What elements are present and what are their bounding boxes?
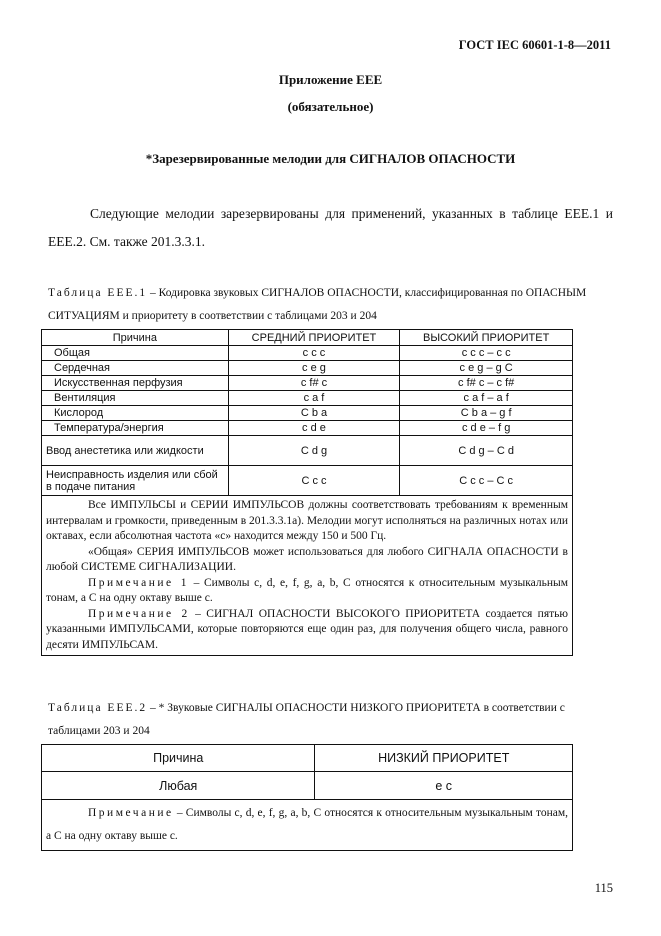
table1-note-2 bbox=[46, 607, 568, 654]
medium-melody-cell: С с с bbox=[228, 466, 400, 496]
table1-note-paragraph: «Общая» СЕРИЯ ИМПУЛЬСОВ может использоваться для любого СИГНАЛА ОПАСНОСТИ в любой СИСТЕМЕ СИГНАЛИЗАЦИИ. bbox=[46, 545, 568, 573]
table-row bbox=[42, 406, 573, 421]
table1-header-cause: Причина bbox=[42, 330, 229, 346]
cause-cell: Ввод анестетика или жидкости bbox=[42, 436, 229, 466]
medium-melody-cell: с f# с bbox=[228, 376, 400, 391]
medium-melody-cell: С b а bbox=[228, 406, 400, 421]
cause-cell: Вентиляция bbox=[42, 391, 229, 406]
medium-melody-cell: С d g bbox=[228, 436, 400, 466]
annex-title: Приложение ЕЕЕ bbox=[278, 72, 383, 87]
table1-header-medium: СРЕДНИЙ ПРИОРИТЕТ bbox=[228, 330, 400, 346]
cause-cell: Общая bbox=[42, 346, 229, 361]
table-row bbox=[42, 466, 573, 496]
medium-melody-cell: с d е bbox=[228, 421, 400, 436]
high-melody-cell: С с с – С с bbox=[400, 466, 573, 496]
table1-caption-text: – Кодировка звуковых СИГНАЛОВ ОПАСНОСТИ, классифицированная по ОПАСНЫМ СИТУАЦИЯМ и приоритету в соответствии с таблицами 203 и 204 bbox=[48, 287, 587, 322]
table1 bbox=[41, 329, 573, 656]
note-label: Примечание 2 bbox=[88, 607, 190, 620]
standard-code: ГОСТ IEC 60601-1-8—2011 bbox=[458, 38, 611, 52]
note-label: Примечание 1 bbox=[88, 576, 189, 589]
table1-notes bbox=[42, 496, 573, 656]
table1-caption-label: Таблица ЕЕЕ.1 bbox=[48, 287, 148, 299]
table2-header-row bbox=[42, 745, 573, 772]
table2-caption-text: – * Звуковые СИГНАЛЫ ОПАСНОСТИ НИЗКОГО ПРИОРИТЕТА в соответствии с таблицами 203 и 204 bbox=[48, 702, 565, 737]
table-row bbox=[42, 436, 573, 466]
medium-melody-cell: с а f bbox=[228, 391, 400, 406]
table-row bbox=[42, 376, 573, 391]
table2-notes-row bbox=[42, 800, 573, 851]
high-melody-cell: С d g – С d bbox=[400, 436, 573, 466]
page-number: 115 bbox=[594, 881, 613, 895]
high-melody-cell: с d е – f g bbox=[400, 421, 573, 436]
medium-melody-cell: с е g bbox=[228, 361, 400, 376]
medium-melody-cell: с с с bbox=[228, 346, 400, 361]
table1-header-high: ВЫСОКИЙ ПРИОРИТЕТ bbox=[400, 330, 573, 346]
high-melody-cell: с с с – с с bbox=[400, 346, 573, 361]
cause-cell: Кислород bbox=[42, 406, 229, 421]
note-text: – Символы с, d, е, f, g, а, b, С относятся к относительным музыкальным тонам, а С на одну октаву выше с. bbox=[46, 576, 568, 604]
cause-cell: Температура/энергия bbox=[42, 421, 229, 436]
high-melody-cell: с f# с – с f# bbox=[400, 376, 573, 391]
section-title: *Зарезервированные мелодии для СИГНАЛОВ ОПАСНОСТИ bbox=[145, 151, 516, 166]
intro-paragraph: Следующие мелодии зарезервированы для применений, указанных в таблице ЕЕЕ.1 и ЕЕЕ.2. См. также 201.3.3.1. bbox=[48, 206, 613, 249]
note-label: Примечание bbox=[88, 807, 174, 819]
cause-cell: Неисправность изделия или сбой в подаче питания bbox=[42, 466, 229, 496]
table2 bbox=[41, 744, 573, 851]
table-row bbox=[42, 772, 573, 800]
table1-note-paragraph: Все ИМПУЛЬСЫ и СЕРИИ ИМПУЛЬСОВ должны соответствовать требованиям к временным интервалам и громкости, приведенным в 201.3.3.1а). Мелодии могут исполняться на различных нотах или октавах, если абсолютная частота «с» находится между 150 и 500 Гц. bbox=[46, 499, 568, 542]
table2-header-low: НИЗКИЙ ПРИОРИТЕТ bbox=[315, 745, 573, 772]
table2-caption-label: Таблица ЕЕЕ.2 bbox=[48, 702, 148, 714]
table-row bbox=[42, 421, 573, 436]
table-row bbox=[42, 346, 573, 361]
table2-note bbox=[42, 800, 573, 851]
cause-cell: Сердечная bbox=[42, 361, 229, 376]
table1-caption bbox=[48, 282, 613, 328]
table-row bbox=[42, 361, 573, 376]
table2-caption bbox=[48, 697, 613, 743]
table-row bbox=[42, 391, 573, 406]
note-text: – СИГНАЛ ОПАСНОСТИ ВЫСОКОГО ПРИОРИТЕТА создается пятью указанными ИМПУЛЬСАМИ, которые повторяются еще один раз, для получения общего числа, равного десяти ИМПУЛЬСАМ. bbox=[46, 607, 568, 651]
high-melody-cell: с а f – а f bbox=[400, 391, 573, 406]
annex-status: (обязательное) bbox=[287, 99, 374, 114]
note-text: – Символы с, d, е, f, g, а, b, С относятся к относительным музыкальным тонам, а С на одну октаву выше с. bbox=[46, 807, 568, 842]
high-melody-cell: С b а – g f bbox=[400, 406, 573, 421]
table1-header-row bbox=[42, 330, 573, 346]
table1-note-1 bbox=[46, 576, 568, 607]
table2-header-cause: Причина bbox=[42, 745, 315, 772]
cause-cell: Любая bbox=[42, 772, 315, 800]
table2-note-paragraph bbox=[46, 802, 568, 848]
table1-notes-row bbox=[42, 496, 573, 656]
cause-cell: Искусственная перфузия bbox=[42, 376, 229, 391]
high-melody-cell: с е g – g С bbox=[400, 361, 573, 376]
low-melody-cell: е с bbox=[315, 772, 573, 800]
